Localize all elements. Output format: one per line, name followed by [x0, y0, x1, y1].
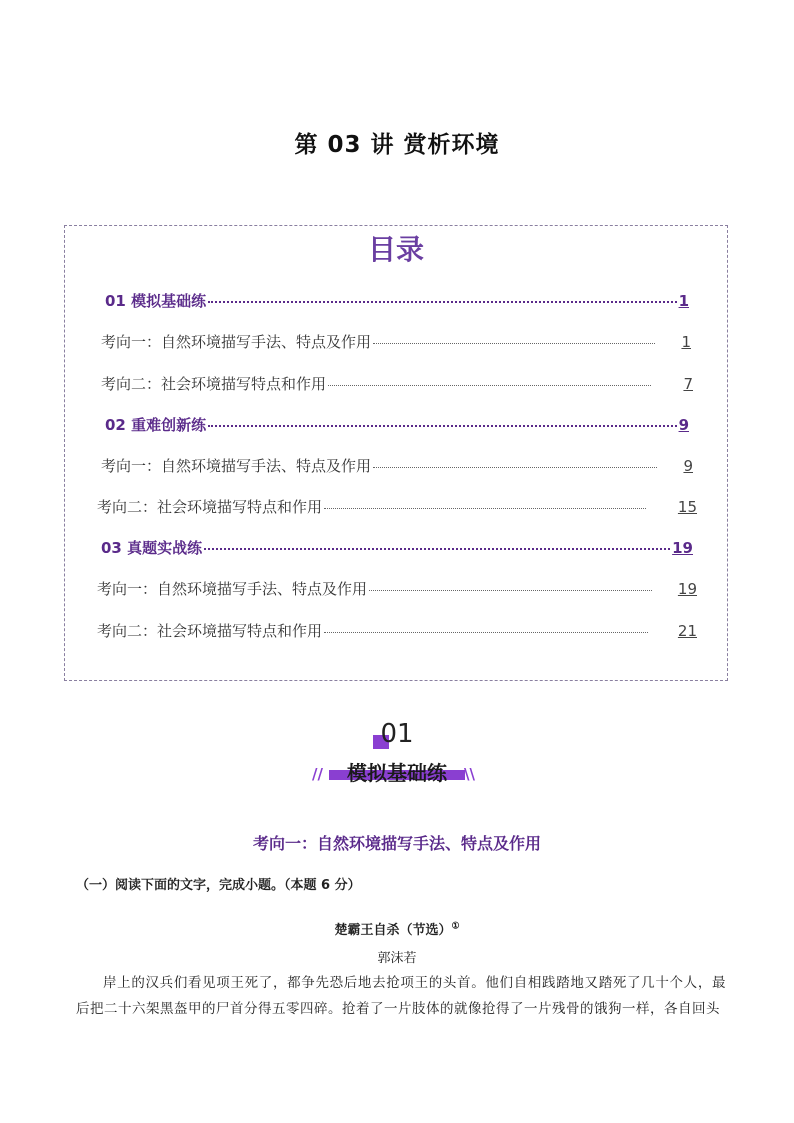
passage-title-text: 楚霸王自杀（节选）	[334, 923, 452, 938]
toc-page-link[interactable]: 19	[677, 580, 697, 598]
toc-row-section-03[interactable]	[101, 537, 693, 558]
toc-row-label: 01 模拟基础练	[105, 292, 207, 310]
section-name: 模拟基础练	[347, 761, 447, 785]
toc-row-item[interactable]	[97, 620, 697, 641]
toc-row-label: 考向一：自然环境描写手法、特点及作用	[101, 457, 372, 475]
toc-row-label: 03 真题实战练	[101, 539, 203, 557]
toc-row-section-01[interactable]	[105, 290, 689, 311]
toc-row-label: 考向二：社会环境描写特点和作用	[101, 375, 327, 393]
toc-row-section-02[interactable]	[105, 414, 689, 435]
toc-page-link[interactable]: 21	[677, 622, 697, 640]
passage-author: 郭沫若	[377, 951, 417, 966]
table-of-contents	[64, 225, 728, 681]
toc-leader-dots	[328, 385, 651, 386]
toc-leader-dots	[204, 548, 670, 550]
toc-leader-dots	[369, 590, 652, 591]
toc-row-item[interactable]	[101, 455, 693, 476]
toc-leader-dots	[208, 425, 676, 427]
toc-leader-dots	[324, 632, 648, 633]
toc-row-label: 02 重难创新练	[105, 416, 207, 434]
toc-page-link[interactable]: 15	[677, 498, 697, 516]
toc-row-item[interactable]	[101, 373, 693, 394]
section-number: 01	[380, 719, 414, 749]
slash-right-decoration: \\	[464, 765, 475, 783]
toc-leader-dots	[208, 301, 676, 303]
toc-heading: 目录	[367, 233, 424, 266]
subsection-heading: 考向一：自然环境描写手法、特点及作用	[252, 834, 541, 853]
toc-row-label: 考向一：自然环境描写手法、特点及作用	[101, 333, 372, 351]
question-instruction: （一）阅读下面的文字，完成小题。（本题 6 分）	[76, 878, 361, 893]
toc-page-link[interactable]: 1	[678, 292, 689, 310]
toc-row-item[interactable]	[97, 578, 697, 599]
toc-leader-dots	[373, 343, 655, 344]
toc-leader-dots	[324, 508, 646, 509]
page-title: 第 03 讲 赏析环境	[294, 132, 500, 158]
toc-page-link[interactable]: 9	[678, 416, 689, 434]
toc-page-link[interactable]: 9	[683, 457, 693, 475]
toc-page-link[interactable]: 7	[683, 375, 693, 393]
passage-body: 岸上的汉兵们看见项王死了，都争先恐后地去抢项王的头首。他们自相践踏地又踏死了几十个人，最后把二十六架黑盔甲的尸首分得五零四碎。抢着了一片肢体的就像抢得了一片残骨的饿狗一样，各自回头	[76, 975, 726, 1017]
toc-row-label: 考向二：社会环境描写特点和作用	[97, 498, 323, 516]
footnote-mark[interactable]: ①	[451, 921, 460, 932]
slash-left-decoration: //	[312, 765, 323, 783]
toc-row-label: 考向二：社会环境描写特点和作用	[97, 622, 323, 640]
toc-page-link[interactable]: 1	[681, 333, 691, 351]
toc-leader-dots	[373, 467, 657, 468]
toc-row-label: 考向一：自然环境描写手法、特点及作用	[97, 580, 368, 598]
passage-title	[0, 919, 794, 938]
toc-page-link[interactable]: 19	[672, 539, 693, 557]
toc-row-item[interactable]	[97, 496, 697, 517]
toc-row-item[interactable]	[101, 331, 691, 352]
